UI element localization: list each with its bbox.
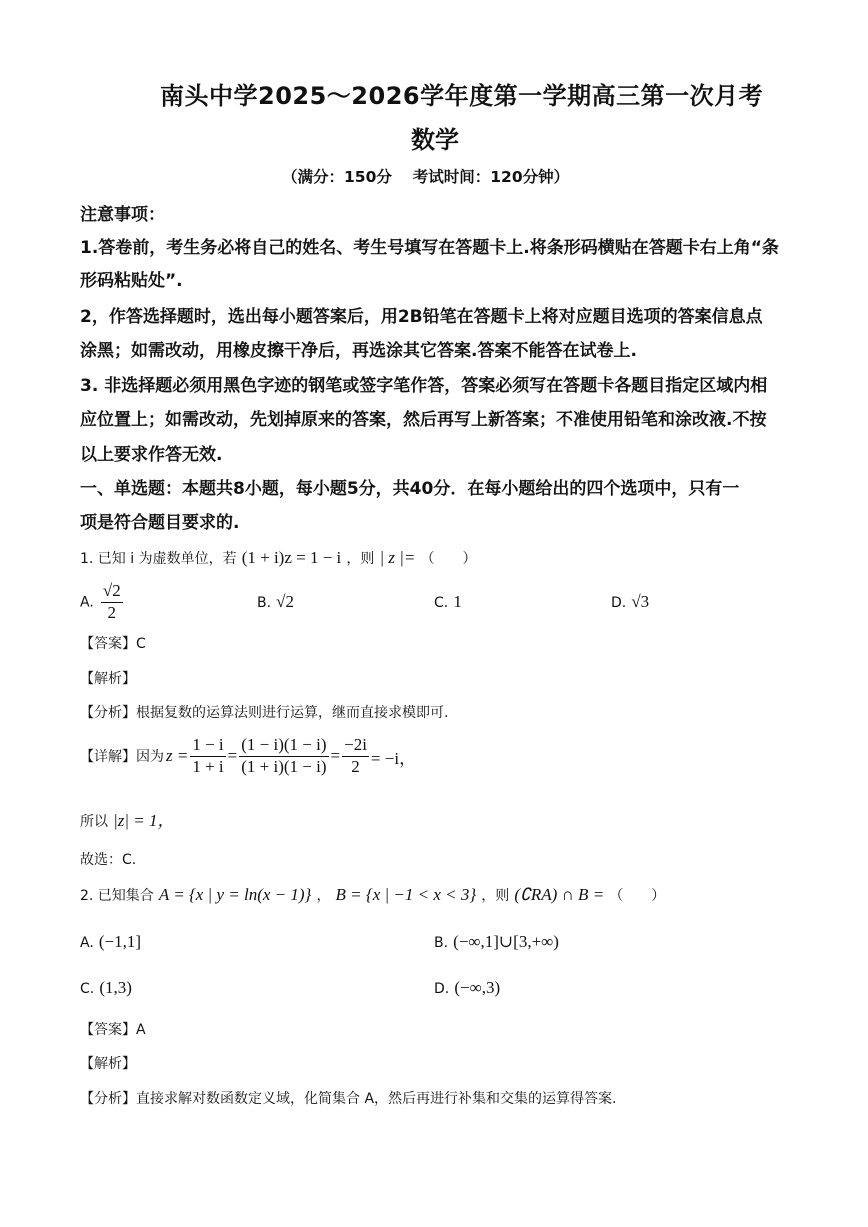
note-2-line-2: 涂黑；如需改动，用橡皮擦干净后，再选涂其它答案.答案不能答在试卷上. bbox=[80, 341, 637, 361]
q1-detail-z: z = bbox=[166, 746, 189, 766]
q1-option-c bbox=[434, 592, 462, 612]
q1-choose: 故选：C. bbox=[80, 852, 137, 868]
q2-option-d-label: D. bbox=[434, 981, 450, 997]
exam-info: （满分：150分 考试时间：120分钟） bbox=[282, 168, 570, 186]
q2-paren: （ ） bbox=[609, 888, 666, 904]
q2-option-a-value: (−1,1] bbox=[98, 932, 142, 951]
question-1-stem bbox=[80, 548, 477, 568]
q1-paren: （ ） bbox=[420, 551, 477, 567]
section-1-line-1: 一、单选题：本题共8小题，每小题5分，共40分．在每小题给出的四个选项中，只有一 bbox=[80, 479, 740, 499]
q1-detail-fraction-1 bbox=[190, 736, 225, 776]
q1-abs-z: | z |= bbox=[379, 548, 416, 567]
section-1-line-2: 项是符合题目要求的. bbox=[80, 513, 240, 533]
q1-option-a-label: A. bbox=[80, 594, 94, 611]
q2-option-c-label: C. bbox=[80, 981, 95, 997]
q2-expression: (∁RA) ∩ B = bbox=[514, 885, 605, 904]
note-3-line-1: 3. 非选择题必须用黑色字迹的钢笔或签字笔作答，答案必须写在答题卡各题目指定区域内相 bbox=[80, 376, 768, 396]
q2-option-c-value: (1,3) bbox=[99, 978, 132, 997]
q1-option-a-num: √2 bbox=[101, 582, 123, 603]
q2-option-d bbox=[434, 978, 500, 998]
q1-fenxi: 【分析】根据复数的运算法则进行运算，继而直接求模即可. bbox=[80, 705, 449, 721]
notes-heading: 注意事项： bbox=[80, 205, 165, 225]
q2-stem-prefix: 2. 已知集合 bbox=[80, 888, 154, 904]
q1-f1-num: 1 − i bbox=[190, 736, 225, 757]
q2-answer: 【答案】A bbox=[80, 1022, 146, 1038]
q1-option-b bbox=[257, 592, 294, 612]
q1-f1-den: 1 + i bbox=[192, 756, 224, 776]
q2-option-b-value: (−∞,1]∪[3,+∞) bbox=[453, 932, 559, 951]
page-title: 南头中学2025～2026学年度第一学期高三第一次月考 bbox=[160, 82, 764, 110]
q1-option-c-label: C. bbox=[434, 595, 449, 611]
q1-f2-num: (1 − i)(1 − i) bbox=[239, 736, 328, 757]
q1-option-b-label: B. bbox=[257, 595, 272, 611]
q2-analysis-label: 【解析】 bbox=[80, 1056, 136, 1072]
note-3-line-3: 以上要求作答无效. bbox=[80, 445, 223, 465]
q1-answer: 【答案】C bbox=[80, 636, 146, 652]
note-3-line-2: 应位置上；如需改动，先划掉原来的答案，然后再写上新答案；不准使用铅笔和涂改液.不按 bbox=[80, 410, 767, 430]
q2-stem-sep: ， bbox=[316, 888, 331, 904]
q1-equals-1: = bbox=[227, 746, 238, 766]
q1-option-c-value: 1 bbox=[453, 592, 462, 611]
q1-option-d-label: D. bbox=[611, 595, 627, 611]
q2-option-b bbox=[434, 932, 559, 952]
q2-option-b-label: B. bbox=[434, 935, 449, 951]
q1-f3-den: 2 bbox=[351, 756, 360, 776]
q2-option-a bbox=[80, 932, 141, 952]
q2-stem-mid: ，则 bbox=[481, 888, 510, 904]
q1-stem-prefix: 1. 已知 i 为虚数单位，若 bbox=[80, 551, 237, 567]
q2-fenxi: 【分析】直接求解对数函数定义域，化简集合 A，然后再进行补集和交集的运算得答案. bbox=[80, 1091, 617, 1107]
q1-f2-den: (1 + i)(1 − i) bbox=[241, 756, 327, 776]
q2-set-b: B = {x | −1 < x < 3} bbox=[335, 885, 477, 904]
question-2-stem bbox=[80, 885, 665, 905]
q1-therefore-prefix: 所以 bbox=[80, 814, 108, 830]
q1-therefore bbox=[80, 806, 175, 831]
note-1-line-1: 1.答卷前，考生务必将自己的姓名、考生号填写在答题卡上.将条形码横贴在答题卡右上角“条 bbox=[80, 238, 779, 258]
q1-condition: (1 + i)z = 1 − i bbox=[241, 548, 342, 567]
q1-detail-fraction-3 bbox=[342, 736, 369, 776]
note-2-line-1: 2，作答选择题时，选出每小题答案后，用2B铅笔在答题卡上将对应题目选项的答案信息点 bbox=[80, 307, 763, 327]
q1-detail-prefix: 【详解】因为 bbox=[80, 749, 164, 766]
q1-detail bbox=[80, 736, 416, 776]
q1-analysis-label: 【解析】 bbox=[80, 671, 136, 687]
q1-detail-fraction-2 bbox=[239, 736, 328, 776]
q1-option-a-den: 2 bbox=[107, 602, 117, 622]
q1-option-b-value: √2 bbox=[276, 592, 294, 611]
note-1-line-2: 形码粘贴处”. bbox=[80, 271, 183, 291]
q1-equals-2: = bbox=[330, 746, 341, 766]
q2-option-a-label: A. bbox=[80, 935, 94, 951]
q1-therefore-math: |z| = 1， bbox=[113, 811, 175, 830]
q1-option-a bbox=[80, 582, 125, 622]
q1-detail-tail: = −i， bbox=[370, 748, 417, 768]
subject-title: 数学 bbox=[411, 126, 459, 154]
q2-set-a: A = {x | y = ln(x − 1)} bbox=[158, 885, 312, 904]
q1-option-d-value: √3 bbox=[631, 592, 650, 611]
q2-option-d-value: (−∞,3) bbox=[454, 978, 501, 997]
q1-option-d bbox=[611, 592, 649, 612]
q1-f3-num: −2i bbox=[342, 736, 369, 757]
q1-stem-mid: ，则 bbox=[346, 551, 375, 567]
q1-option-a-fraction bbox=[101, 582, 123, 622]
q2-option-c bbox=[80, 978, 132, 998]
